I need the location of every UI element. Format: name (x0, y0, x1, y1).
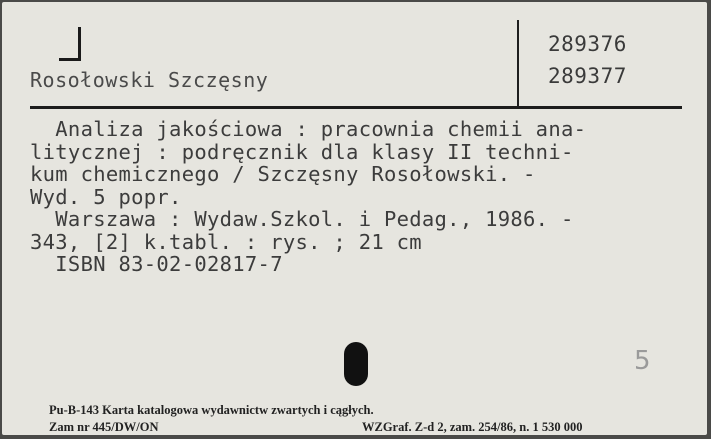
horizontal-rule (30, 106, 682, 109)
bibliographic-description (30, 118, 700, 276)
footer-order-line: Zam nr 445/DW/ON (49, 420, 159, 434)
description-line: Warszawa : Wydaw.Szkol. i Pedag., 1986. - (30, 207, 574, 231)
description-line: litycznej : podręcznik dla klasy II techni- (30, 139, 574, 164)
description-line: Analiza jakościowa : pracownia chemii ana- (30, 117, 587, 141)
author-heading: Rosołowski Szczęsny (30, 68, 269, 92)
description-line: Wyd. 5 popr. (30, 184, 182, 209)
catalog-card (2, 2, 707, 435)
call-number-2: 289377 (548, 64, 627, 88)
filing-hole (344, 342, 368, 386)
pencil-mark: 5 (634, 346, 651, 376)
footer-printer-line: WZGraf. Z-d 2, zam. 254/86, n. 1 530 000 (362, 420, 583, 434)
corner-bracket-mark (59, 27, 81, 61)
call-number-1: 289376 (548, 32, 627, 56)
description-line: kum chemicznego / Szczęsny Rosołowski. - (30, 162, 536, 186)
footer-form-line: Pu-B-143 Karta katalogowa wydawnictw zwartych i cągłych. (49, 403, 374, 417)
description-line: 343, [2] k.tabl. : rys. ; 21 cm (30, 229, 422, 254)
description-line: ISBN 83-02-02817-7 (30, 252, 283, 276)
vertical-divider (517, 20, 519, 107)
